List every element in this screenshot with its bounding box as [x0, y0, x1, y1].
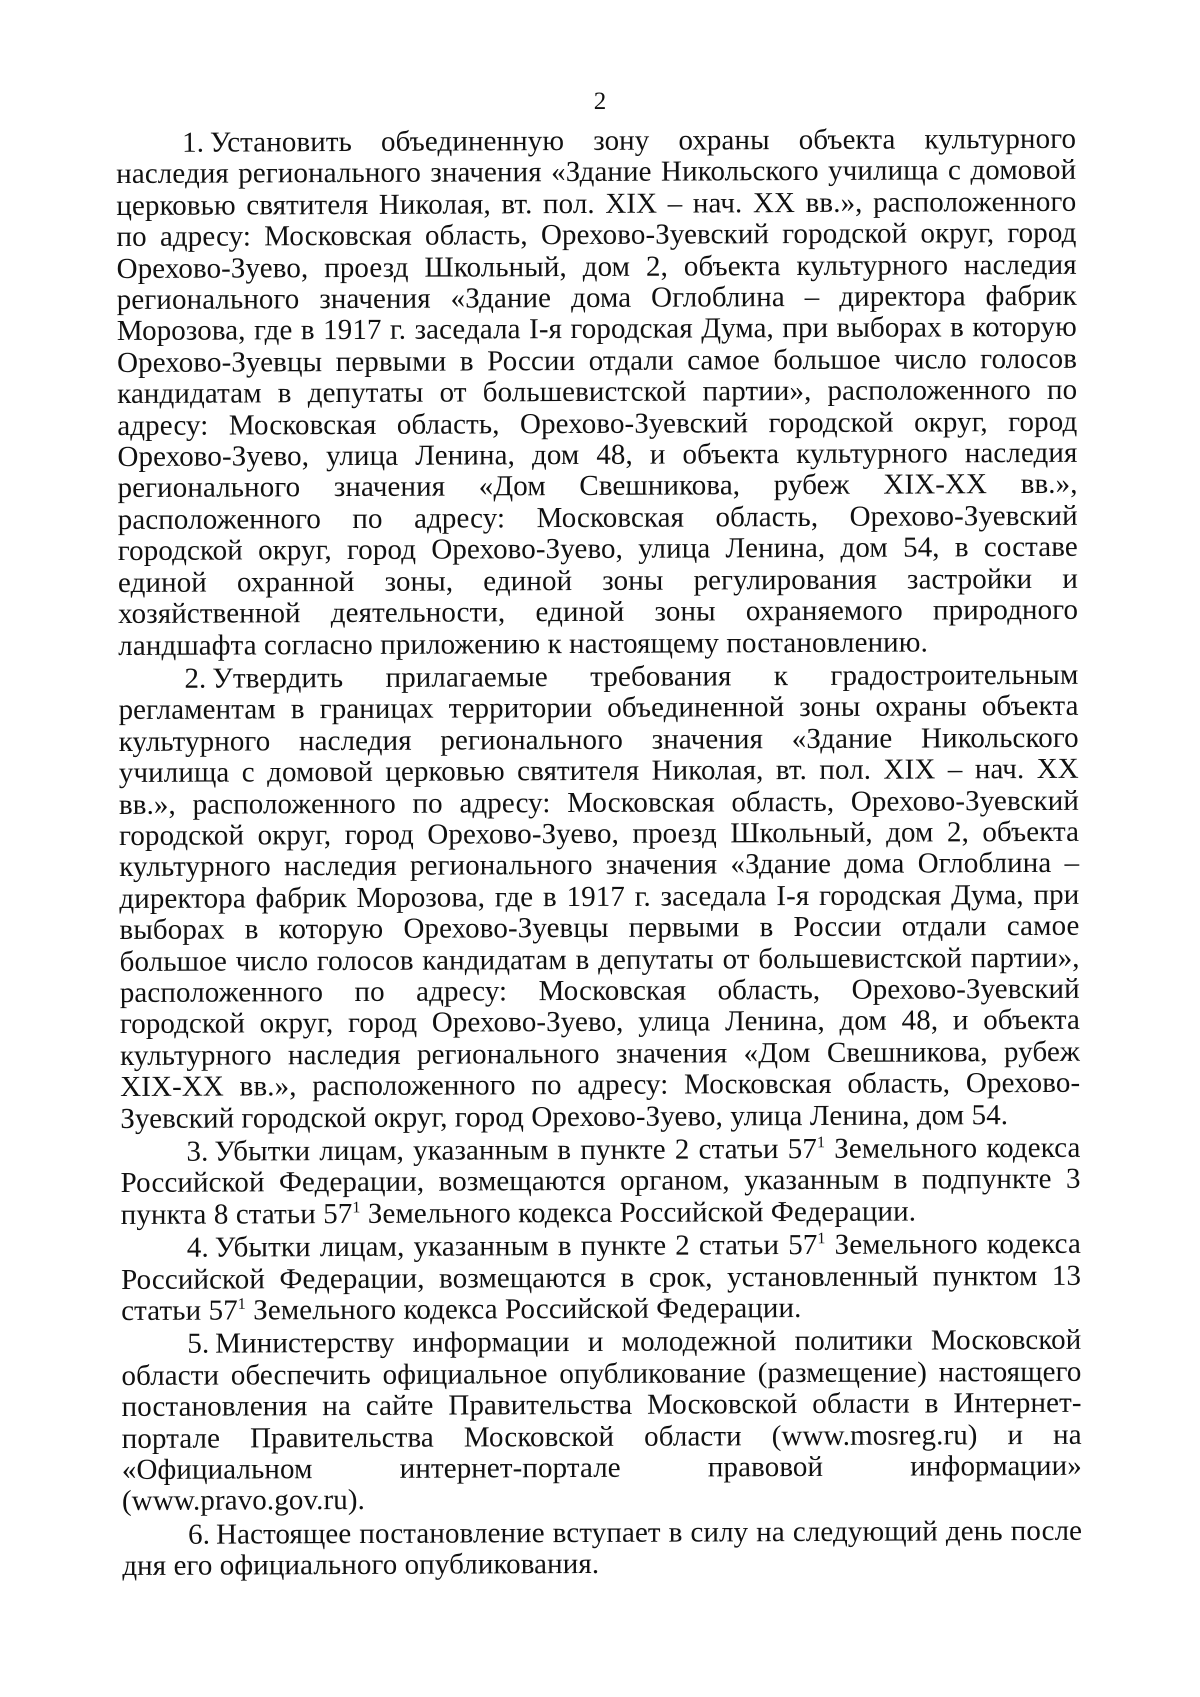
- paragraph-2: [118, 660, 1080, 1135]
- paragraph-3: [120, 1133, 1080, 1231]
- paragraph-text: Установить объединенную зону охраны объекта культурного наследия регионального значения «Здание Никольского училища с домовой церковью святителя Николая, вт. пол. XIX – нач. XX вв.», расположенного по адресу: Московская область, Орехово-Зуевский городской округ, город Орехово-Зуево, проезд Школьный, дом 2, объекта культурного наследия регионального значения «Здание дома Оглоблина – директора фабрик Морозова, где в 1917 г. заседала I-я городская Дума, при выборах в которую Орехово-Зуевцы первыми в России отдали самое большое число голосов кандидатам в депутаты от большевистской партии», расположенного по адресу: Московская область, Орехово-Зуевский городской округ, город Орехово-Зуево, улица Ленина, дом 48, и объекта культурного наследия регионального значения «Дом Свешникова, рубеж XIX-XX вв.», расположенного по адресу: Московская область, Орехово-Зуевский городской округ, город Орехово-Зуево, улица Ленина, дом 54, в составе единой охранной зоны, единой зоны регулирования застройки и хозяйственной деятельности, единой зоны охраняемого природного ландшафта согласно приложению к настоящему постановлению.: [116, 122, 1079, 662]
- superscript: 1: [817, 1230, 826, 1248]
- paragraph-number: 1.: [181, 126, 205, 159]
- paragraph-text: Земельного кодекса Российской Федерации.: [245, 1292, 802, 1327]
- paragraph-text: Земельного кодекса Российской Федерации, возмещаются в срок, установленный пунктом 13 статьи 57: [120, 1228, 1082, 1328]
- paragraph-4: [121, 1229, 1081, 1327]
- paragraph-text: Министерству информации и молодежной политики Московской области обеспечить официальное опубликование (размещение) настоящего постановления на сайте Правительства Московской области в Интернет-портале Правительства Московской области (www.mosreg.ru) и на «Официальном интернет-портале правовой информации» (www.pravo.gov.ru).: [121, 1324, 1082, 1518]
- document-body: [116, 124, 1082, 1585]
- superscript: 1: [352, 1199, 361, 1217]
- paragraph-number: 5.: [187, 1328, 210, 1361]
- paragraph-text: Настоящее постановление вступает в силу на следующий день после дня его официального опубликования.: [122, 1514, 1083, 1583]
- paragraph-number: 3.: [186, 1135, 209, 1168]
- paragraph-5: [121, 1325, 1082, 1518]
- paragraph-number: 2.: [184, 662, 207, 695]
- superscript: 1: [237, 1295, 246, 1313]
- paragraph-1: [116, 124, 1078, 662]
- paragraph-text: Утвердить прилагаемые требования к градостроительным регламентам в границах территории объединенной зоны охраны объекта культурного наследия регионального значения «Здание Никольского училища с домовой церковью святителя Николая, вт. пол. XIX – нач. XX вв.», расположенного по адресу: Московская область, Орехово-Зуевский городской округ, город Орехово-Зуево, проезд Школьный, дом 2, объекта культурного наследия регионального значения «Здание дома Оглоблина – директора фабрик Морозова, где в 1917 г. заседала I-я городская Дума, при выборах в которую Орехово-Зуевцы первыми в России отдали самое большое число голосов кандидатам в депутаты от большевистской партии», расположенного по адресу: Московская область, Орехово-Зуевский городской округ, город Орехово-Зуево, улица Ленина, дом 48, и объекта культурного наследия регионального значения «Дом Свешникова, рубеж XIX-XX вв.», расположенного по адресу: Московская область, Орехово-Зуевский городской округ, город Орехово-Зуево, улица Ленина, дом 54.: [118, 658, 1081, 1135]
- paragraph-number: 4.: [186, 1231, 209, 1264]
- page-number: 2: [593, 88, 607, 115]
- paragraph-text: Убытки лицам, указанным в пункте 2 статьи 57: [214, 1229, 818, 1264]
- paragraph-text: Земельного кодекса Российской Федерации.: [360, 1195, 917, 1230]
- paragraph-text: Земельного кодекса Российской Федерации, возмещаются органом, указанным в подпункте 3 пункта 8 статьи 57: [120, 1131, 1081, 1231]
- paragraph-number: 6.: [188, 1518, 211, 1551]
- paragraph-text: Убытки лицам, указанным в пункте 2 статьи 57: [214, 1132, 818, 1168]
- paragraph-6: [122, 1516, 1082, 1583]
- superscript: 1: [816, 1134, 826, 1152]
